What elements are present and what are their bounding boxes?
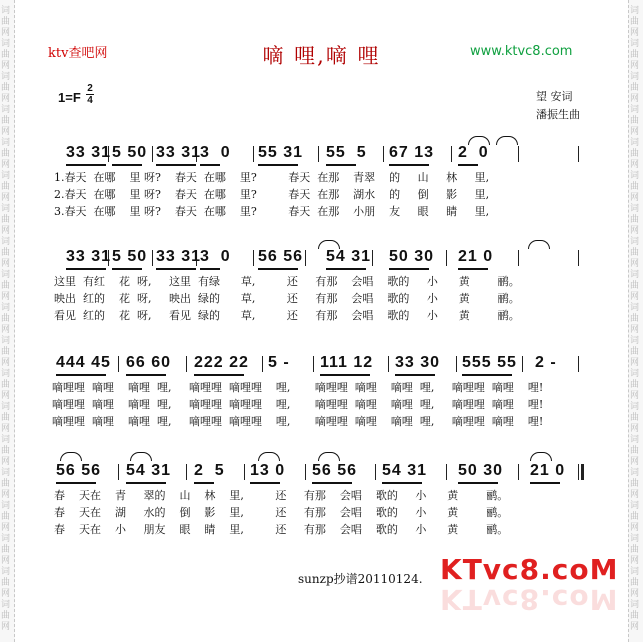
time-signature-bottom: 4 [87, 95, 93, 106]
measure-notes: 21 0 [458, 248, 494, 265]
watermark-glyph: 曲 [630, 182, 640, 192]
bar-line [305, 250, 306, 266]
watermark-glyph: 网 [1, 523, 11, 533]
watermark-glyph: 词 [1, 369, 11, 379]
bar-line [253, 146, 254, 162]
watermark-glyph: 网 [1, 292, 11, 302]
bar-line [253, 250, 254, 266]
watermark-glyph: 曲 [1, 116, 11, 126]
watermark-glyph: 词 [1, 270, 11, 280]
measure-notes: 444 45 [56, 354, 111, 371]
watermark-glyph: 词 [630, 501, 640, 511]
composer-credit: 潘振生曲 [536, 108, 580, 121]
bar-line [313, 356, 314, 372]
watermark-glyph: 网 [1, 358, 11, 368]
beam-underline [66, 268, 106, 270]
watermark-glyph: 词 [1, 105, 11, 115]
watermark-glyph: 词 [630, 369, 640, 379]
measure-notes: 56 56 [258, 248, 304, 265]
watermark-glyph: 网 [630, 622, 640, 632]
watermark-glyph: 网 [630, 457, 640, 467]
watermark-glyph: 词 [630, 303, 640, 313]
beam-underline [389, 268, 429, 270]
bar-line [578, 146, 579, 162]
right-watermark-strip [628, 0, 643, 642]
beam-underline [156, 164, 196, 166]
watermark-glyph: 词 [1, 237, 11, 247]
slur-mark [60, 452, 82, 461]
watermark-glyph: 曲 [1, 83, 11, 93]
watermark-glyph: 词 [630, 138, 640, 148]
watermark-glyph: 网 [630, 523, 640, 533]
watermark-glyph: 曲 [630, 380, 640, 390]
measure-notes: 555 55 [462, 354, 517, 371]
watermark-glyph: 曲 [630, 413, 640, 423]
watermark-glyph: 网 [630, 391, 640, 401]
watermark-glyph: 网 [630, 292, 640, 302]
watermark-glyph: 曲 [1, 149, 11, 159]
site-url[interactable]: www.ktvc8.com [470, 44, 573, 59]
measure-notes: 3 0 [200, 144, 231, 161]
watermark-glyph: 曲 [630, 17, 640, 27]
measure-notes: 222 22 [194, 354, 249, 371]
watermark-glyph: 网 [630, 589, 640, 599]
beam-underline [326, 268, 366, 270]
watermark-glyph: 网 [1, 556, 11, 566]
bar-line [518, 464, 519, 480]
watermark-glyph: 网 [1, 28, 11, 38]
measure-notes: 55 31 [258, 144, 304, 161]
watermark-glyph: 曲 [630, 50, 640, 60]
watermark-glyph: 曲 [1, 479, 11, 489]
watermark-glyph: 网 [1, 490, 11, 500]
watermark-glyph: 网 [1, 226, 11, 236]
watermark-glyph: 词 [1, 402, 11, 412]
watermark-glyph: 曲 [1, 314, 11, 324]
watermark-glyph: 网 [1, 424, 11, 434]
bar-line [518, 146, 519, 162]
measure-notes: 33 31 [156, 248, 202, 265]
bar-line [244, 464, 245, 480]
watermark-glyph: 词 [630, 6, 640, 16]
bar-line [578, 250, 579, 266]
watermark-glyph: 词 [630, 435, 640, 445]
beam-underline [395, 374, 435, 376]
final-bar-line [578, 464, 579, 480]
watermark-glyph: 网 [1, 457, 11, 467]
beam-underline [258, 268, 298, 270]
beam-underline [112, 164, 142, 166]
watermark-glyph: 词 [630, 270, 640, 280]
beam-underline [56, 482, 96, 484]
watermark-glyph: 曲 [1, 182, 11, 192]
beam-underline [530, 482, 560, 484]
bar-line [262, 356, 263, 372]
beam-underline [56, 374, 106, 376]
song-title: 嘀 哩,嘀 哩 [262, 44, 381, 68]
watermark-glyph: 曲 [1, 380, 11, 390]
measure-notes: 5 50 [112, 144, 148, 161]
bar-line [318, 146, 319, 162]
lyric-line: 春 天在 小 朋友 眼 睛 里, 还 有那 会唱 歌的 小 黄 鹂。 [54, 523, 509, 536]
watermark-glyph: 词 [630, 534, 640, 544]
watermark-glyph: 词 [1, 600, 11, 610]
beam-underline [200, 164, 220, 166]
watermark-glyph: 网 [1, 160, 11, 170]
bar-line [152, 146, 153, 162]
bar-line [372, 250, 373, 266]
beam-underline [126, 482, 166, 484]
watermark-glyph: 曲 [1, 50, 11, 60]
bar-line [456, 356, 457, 372]
watermark-glyph: 曲 [630, 611, 640, 621]
measure-notes: 66 60 [126, 354, 172, 371]
bar-line [305, 464, 306, 480]
watermark-glyph: 网 [1, 61, 11, 71]
watermark-glyph: 词 [630, 402, 640, 412]
watermark-glyph: 曲 [1, 578, 11, 588]
watermark-glyph: 曲 [630, 479, 640, 489]
watermark-glyph: 词 [630, 336, 640, 346]
watermark-glyph: 曲 [1, 248, 11, 258]
time-signature [86, 84, 94, 105]
lyricist-credit: 望 安词 [536, 90, 573, 103]
watermark-glyph: 曲 [630, 347, 640, 357]
measure-notes: 33 30 [395, 354, 441, 371]
watermark-glyph: 词 [630, 468, 640, 478]
bar-line [522, 356, 523, 372]
watermark-glyph: 网 [630, 259, 640, 269]
watermark-glyph: 网 [630, 28, 640, 38]
beam-underline [112, 268, 142, 270]
measure-notes: 111 12 [320, 354, 374, 371]
beam-underline [326, 164, 356, 166]
watermark-glyph: 网 [1, 589, 11, 599]
lyric-line: 3.春天 在哪 里 呀? 春天 在哪 里? 春天 在那 小朋 友 眼 睛 里, [54, 205, 490, 218]
lyric-line: 嘀哩哩 嘀哩 嘀哩 哩, 嘀哩哩 嘀哩哩 哩, 嘀哩哩 嘀哩 嘀哩 哩, 嘀哩哩 嘀哩 哩! [52, 415, 544, 428]
lyric-line: 嘀哩哩 嘀哩 嘀哩 哩, 嘀哩哩 嘀哩哩 哩, 嘀哩哩 嘀哩 嘀哩 哩, 嘀哩哩 嘀哩 哩! [52, 381, 544, 394]
watermark-glyph: 词 [630, 600, 640, 610]
watermark-glyph: 词 [1, 303, 11, 313]
watermark-glyph: 网 [630, 358, 640, 368]
left-watermark-strip [0, 0, 15, 642]
watermark-glyph: 词 [1, 468, 11, 478]
bar-line [451, 146, 452, 162]
watermark-glyph: 网 [630, 556, 640, 566]
watermark-glyph: 曲 [630, 215, 640, 225]
beam-underline [462, 374, 512, 376]
measure-notes: 13 0 [250, 462, 286, 479]
slur-mark [130, 452, 152, 461]
ktvc8-logo: KTvc8.coM [440, 553, 619, 586]
key-signature: 1=F [58, 90, 81, 105]
watermark-glyph: 曲 [1, 347, 11, 357]
watermark-glyph: 词 [630, 171, 640, 181]
measure-notes: 21 0 [530, 462, 566, 479]
watermark-glyph: 网 [630, 127, 640, 137]
watermark-glyph: 网 [630, 325, 640, 335]
beam-underline [258, 164, 298, 166]
watermark-glyph: 词 [1, 171, 11, 181]
slur-mark [318, 452, 340, 461]
beam-underline [66, 164, 106, 166]
watermark-glyph: 曲 [1, 281, 11, 291]
beam-underline [156, 268, 196, 270]
lyric-line: 映出 红的 花 呀, 映出 绿的 草, 还 有那 会唱 歌的 小 黄 鹂。 [54, 292, 520, 305]
watermark-glyph: 词 [1, 501, 11, 511]
watermark-glyph: 词 [1, 204, 11, 214]
measure-notes: 56 56 [312, 462, 358, 479]
watermark-glyph: 曲 [1, 512, 11, 522]
lyric-line: 嘀哩哩 嘀哩 嘀哩 哩, 嘀哩哩 嘀哩哩 哩, 嘀哩哩 嘀哩 嘀哩 哩, 嘀哩哩 嘀哩 哩! [52, 398, 544, 411]
bar-line [388, 356, 389, 372]
watermark-glyph: 词 [1, 39, 11, 49]
beam-underline [312, 482, 352, 484]
watermark-glyph: 曲 [1, 545, 11, 555]
bar-line [383, 146, 384, 162]
measure-notes: 5 - [268, 354, 290, 371]
measure-notes: 33 31 [66, 144, 112, 161]
watermark-glyph: 网 [1, 193, 11, 203]
watermark-glyph: 网 [630, 490, 640, 500]
measure-notes: 54 31 [382, 462, 428, 479]
beam-underline [250, 482, 280, 484]
transcriber-signature: sunzp抄谱20110124. [298, 572, 423, 586]
watermark-glyph: 曲 [1, 446, 11, 456]
watermark-glyph: 曲 [630, 314, 640, 324]
lyric-line: 看见 红的 花 呀, 看见 绿的 草, 还 有那 会唱 歌的 小 黄 鹂。 [54, 309, 520, 322]
watermark-glyph: 网 [630, 160, 640, 170]
watermark-glyph: 曲 [1, 413, 11, 423]
lyric-line: 春 天在 青 翠的 山 林 里, 还 有那 会唱 歌的 小 黄 鹂。 [54, 489, 509, 502]
measure-notes: 54 31 [326, 248, 372, 265]
watermark-glyph: 网 [630, 94, 640, 104]
watermark-glyph: 曲 [1, 215, 11, 225]
measure-notes: 2 - [535, 354, 557, 371]
lyric-line: 1.春天 在哪 里 呀? 春天 在哪 里? 春天 在那 青翠 的 山 林 里, [54, 171, 490, 184]
measure-notes: 50 30 [458, 462, 504, 479]
measure-notes: 2 5 [194, 462, 225, 479]
watermark-glyph: 曲 [630, 248, 640, 258]
beam-underline [126, 374, 166, 376]
beam-underline [458, 482, 498, 484]
bar-line [118, 356, 119, 372]
bar-line [446, 250, 447, 266]
bar-line [118, 464, 119, 480]
watermark-glyph: 网 [630, 226, 640, 236]
watermark-glyph: 网 [630, 424, 640, 434]
ktvc8-logo-reflection: KTvc8.coM [440, 583, 619, 616]
watermark-glyph: 词 [630, 237, 640, 247]
lyric-line: 2.春天 在哪 里 呀? 春天 在哪 里? 春天 在那 湖水 的 倒 影 里, [54, 188, 490, 201]
watermark-glyph: 词 [630, 39, 640, 49]
measure-notes: 67 13 [389, 144, 435, 161]
watermark-glyph: 词 [1, 6, 11, 16]
bar-line [578, 356, 579, 372]
slur-mark [318, 240, 340, 249]
slur-mark [496, 136, 518, 145]
watermark-glyph: 曲 [630, 578, 640, 588]
bar-line [375, 464, 376, 480]
watermark-glyph: 曲 [1, 611, 11, 621]
watermark-glyph: 曲 [630, 545, 640, 555]
slur-mark [528, 240, 550, 249]
measure-notes: 55 5 [326, 144, 367, 161]
beam-underline [320, 374, 370, 376]
watermark-glyph: 网 [1, 325, 11, 335]
slur-mark [530, 452, 552, 461]
watermark-glyph: 网 [630, 61, 640, 71]
measure-notes: 56 56 [56, 462, 102, 479]
measure-notes: 5 50 [112, 248, 148, 265]
measure-notes: 33 31 [66, 248, 112, 265]
watermark-glyph: 词 [1, 336, 11, 346]
watermark-glyph: 网 [1, 259, 11, 269]
watermark-glyph: 网 [1, 622, 11, 632]
watermark-glyph: 词 [1, 138, 11, 148]
watermark-glyph: 网 [1, 94, 11, 104]
beam-underline [382, 482, 422, 484]
bar-line [186, 356, 187, 372]
watermark-glyph: 词 [630, 567, 640, 577]
bar-line [446, 464, 447, 480]
beam-underline [194, 482, 214, 484]
watermark-glyph: 曲 [630, 512, 640, 522]
watermark-glyph: 曲 [630, 116, 640, 126]
watermark-glyph: 网 [1, 391, 11, 401]
measure-notes: 2 0 [458, 144, 489, 161]
bar-line [186, 464, 187, 480]
measure-notes: 54 31 [126, 462, 172, 479]
watermark-glyph: 词 [1, 567, 11, 577]
slur-mark [468, 136, 490, 145]
bar-line [152, 250, 153, 266]
beam-underline [389, 164, 429, 166]
measure-notes: 50 30 [389, 248, 435, 265]
watermark-glyph: 曲 [630, 149, 640, 159]
beam-underline [200, 268, 220, 270]
watermark-glyph: 词 [1, 534, 11, 544]
watermark-glyph: 词 [630, 204, 640, 214]
beam-underline [194, 374, 244, 376]
beam-underline [458, 268, 488, 270]
beam-underline [458, 164, 478, 166]
bar-line [518, 250, 519, 266]
watermark-glyph: 网 [630, 193, 640, 203]
watermark-glyph: 词 [630, 105, 640, 115]
lyric-line: 这里 有红 花 呀, 这里 有绿 草, 还 有那 会唱 歌的 小 黄 鹂。 [54, 275, 520, 288]
measure-notes: 33 31 [156, 144, 202, 161]
measure-notes: 3 0 [200, 248, 231, 265]
time-signature-top: 2 [87, 83, 93, 94]
watermark-glyph: 曲 [630, 281, 640, 291]
watermark-glyph: 曲 [630, 83, 640, 93]
bar-line [581, 464, 584, 480]
watermark-glyph: 曲 [630, 446, 640, 456]
watermark-glyph: 曲 [1, 17, 11, 27]
brand-logo: ktv查吧网 [48, 46, 108, 61]
watermark-glyph: 词 [1, 72, 11, 82]
watermark-glyph: 词 [630, 72, 640, 82]
lyric-line: 春 天在 湖 水的 倒 影 里, 还 有那 会唱 歌的 小 黄 鹂。 [54, 506, 509, 519]
watermark-glyph: 词 [1, 435, 11, 445]
watermark-glyph: 网 [1, 127, 11, 137]
slur-mark [258, 452, 280, 461]
